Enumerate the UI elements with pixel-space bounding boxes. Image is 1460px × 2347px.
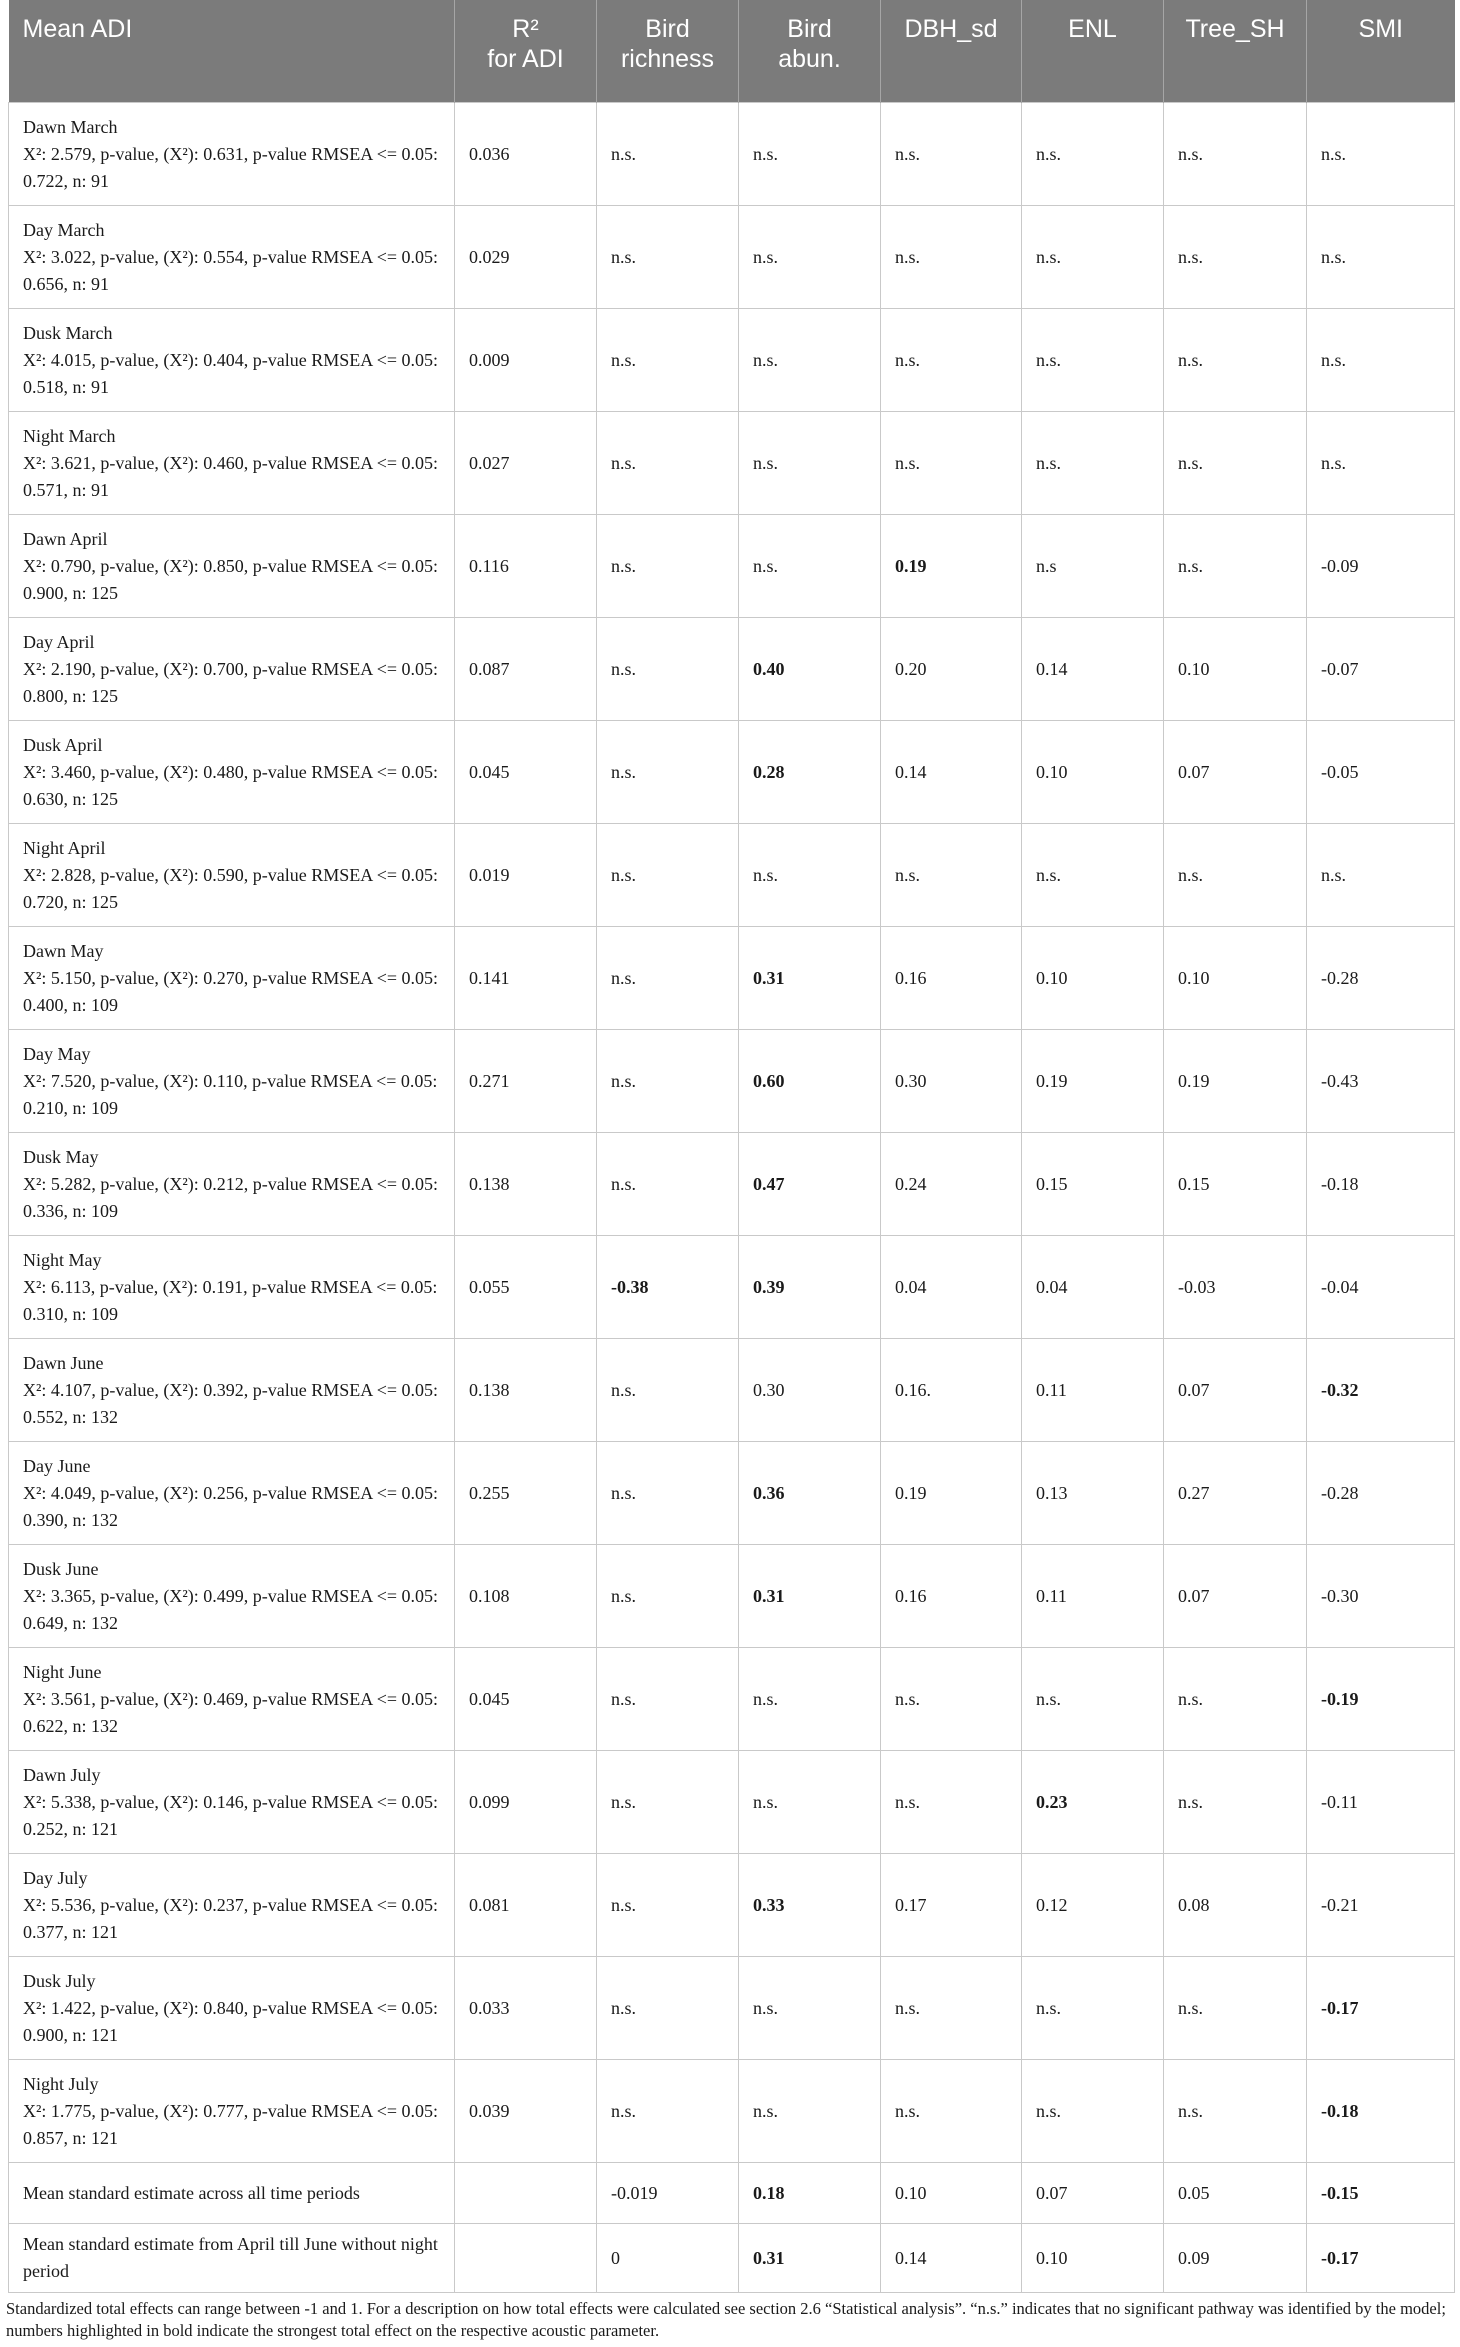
header-r2-line2: for ADI	[487, 45, 564, 73]
r2-cell: 0.081	[455, 1854, 597, 1957]
effect-cell	[739, 1854, 881, 1957]
table-row	[9, 2060, 1455, 2163]
effect-cell: n.s.	[597, 824, 739, 927]
effect-cell: n.s.	[881, 1751, 1022, 1854]
table-row	[9, 1236, 1455, 1339]
effect-cell: -0.03	[1164, 1236, 1307, 1339]
time-period-label: Night June	[23, 1661, 102, 1682]
summary-label: Mean standard estimate from April till June without night period	[9, 2224, 455, 2293]
model-fit-stats: X²: 3.460, p-value, (X²): 0.480, p-value RMSEA <= 0.05: 0.630, n: 125	[23, 761, 439, 809]
effect-cell: 0.07	[1164, 1339, 1307, 1442]
effect-cell: 0.12	[1022, 1854, 1164, 1957]
effect-cell: -0.07	[1307, 618, 1455, 721]
r2-cell: 0.045	[455, 1648, 597, 1751]
model-fit-stats: X²: 0.790, p-value, (X²): 0.850, p-value RMSEA <= 0.05: 0.900, n: 125	[23, 555, 439, 603]
effect-cell: n.s	[1022, 515, 1164, 618]
r2-cell: 0.009	[455, 309, 597, 412]
effect-cell: n.s.	[881, 103, 1022, 206]
table-row	[9, 927, 1455, 1030]
time-period-label: Day May	[23, 1043, 91, 1064]
time-period-label: Dusk July	[23, 1970, 96, 1991]
effect-cell: 0.07	[1022, 2163, 1164, 2224]
effect-cell: 0.16	[881, 927, 1022, 1030]
row-label-cell	[9, 1236, 455, 1339]
effect-cell: 0.05	[1164, 2163, 1307, 2224]
model-fit-stats: X²: 5.536, p-value, (X²): 0.237, p-value RMSEA <= 0.05: 0.377, n: 121	[23, 1894, 439, 1942]
effect-cell	[739, 1133, 881, 1236]
row-label-cell	[9, 1133, 455, 1236]
r2-cell: 0.039	[455, 2060, 597, 2163]
effect-cell	[739, 618, 881, 721]
header-row	[9, 0, 1455, 103]
table-header	[9, 0, 1455, 103]
row-label-cell	[9, 927, 455, 1030]
time-period-label: Dawn July	[23, 1764, 101, 1785]
time-period-label: Night April	[23, 837, 106, 858]
row-label-cell	[9, 1957, 455, 2060]
r2-cell: 0.029	[455, 206, 597, 309]
effect-cell	[739, 721, 881, 824]
effect-cell: n.s.	[881, 1957, 1022, 2060]
bold-value: 0.33	[753, 1894, 785, 1915]
effect-cell: n.s.	[597, 2060, 739, 2163]
model-fit-stats: X²: 5.282, p-value, (X²): 0.212, p-value RMSEA <= 0.05: 0.336, n: 109	[23, 1173, 439, 1221]
r2-cell: 0.036	[455, 103, 597, 206]
header-r2	[455, 0, 597, 103]
row-label-cell	[9, 412, 455, 515]
header-bird-abun-line1: Bird	[787, 15, 832, 43]
effect-cell: n.s.	[1164, 103, 1307, 206]
effect-cell: n.s.	[597, 309, 739, 412]
header-smi: SMI	[1307, 0, 1455, 103]
model-fit-stats: X²: 2.828, p-value, (X²): 0.590, p-value RMSEA <= 0.05: 0.720, n: 125	[23, 864, 439, 912]
effect-cell	[739, 927, 881, 1030]
effect-cell: -0.28	[1307, 927, 1455, 1030]
r2-cell: 0.108	[455, 1545, 597, 1648]
effect-cell: n.s.	[1164, 206, 1307, 309]
effect-cell: n.s.	[597, 103, 739, 206]
effect-cell: -0.05	[1307, 721, 1455, 824]
effect-cell: -0.18	[1307, 1133, 1455, 1236]
effect-cell: -0.09	[1307, 515, 1455, 618]
model-fit-stats: X²: 2.579, p-value, (X²): 0.631, p-value RMSEA <= 0.05: 0.722, n: 91	[23, 143, 439, 191]
row-label-cell	[9, 515, 455, 618]
row-label-cell	[9, 206, 455, 309]
model-fit-stats: X²: 2.190, p-value, (X²): 0.700, p-value RMSEA <= 0.05: 0.800, n: 125	[23, 658, 439, 706]
effect-cell: -0.04	[1307, 1236, 1455, 1339]
header-mean-adi: Mean ADI	[9, 0, 455, 103]
r2-cell: 0.138	[455, 1339, 597, 1442]
r2-cell: 0.099	[455, 1751, 597, 1854]
effect-cell	[739, 1030, 881, 1133]
effect-cell: -0.019	[597, 2163, 739, 2224]
bold-value: 0.31	[753, 1585, 785, 1606]
bold-value: 0.28	[753, 761, 785, 782]
effect-cell: n.s.	[1022, 103, 1164, 206]
bold-value: 0.36	[753, 1482, 785, 1503]
effect-cell: 0.19	[881, 1442, 1022, 1545]
effect-cell: n.s.	[1164, 412, 1307, 515]
r2-cell: 0.033	[455, 1957, 597, 2060]
effect-cell: n.s.	[597, 1545, 739, 1648]
model-fit-stats: X²: 3.621, p-value, (X²): 0.460, p-value RMSEA <= 0.05: 0.571, n: 91	[23, 452, 439, 500]
effect-cell: n.s.	[1164, 2060, 1307, 2163]
table-row	[9, 1545, 1455, 1648]
effect-cell: n.s.	[881, 1648, 1022, 1751]
bold-value: -0.15	[1321, 2182, 1359, 2203]
effect-cell: n.s.	[597, 1957, 739, 2060]
table-row	[9, 206, 1455, 309]
effect-cell	[1307, 1339, 1455, 1442]
model-fit-stats: X²: 4.049, p-value, (X²): 0.256, p-value RMSEA <= 0.05: 0.390, n: 132	[23, 1482, 439, 1530]
effect-cell: n.s.	[1022, 2060, 1164, 2163]
table-footnote: Standardized total effects can range between -1 and 1. For a description on how total effects were calculated see section 2.6 “Statistical analysis”. “n.s.” indicates that no significant pathway was identified by the model; numbers highlighted in bold indicate the strongest total effect on the respective acoustic parameter.	[6, 2299, 1446, 2340]
effect-cell: n.s.	[739, 103, 881, 206]
effect-cell	[739, 1442, 881, 1545]
effect-cell	[739, 1236, 881, 1339]
effect-cell: 0.16.	[881, 1339, 1022, 1442]
effect-cell: -0.11	[1307, 1751, 1455, 1854]
table-row	[9, 1339, 1455, 1442]
model-fit-stats: X²: 5.150, p-value, (X²): 0.270, p-value RMSEA <= 0.05: 0.400, n: 109	[23, 967, 439, 1015]
header-bird-richness-line2: richness	[620, 45, 715, 73]
effect-cell: n.s.	[739, 206, 881, 309]
bold-value: 0.60	[753, 1070, 785, 1091]
effect-cell: n.s.	[739, 1957, 881, 2060]
effect-cell: n.s.	[881, 824, 1022, 927]
table-body	[9, 103, 1455, 2293]
header-bird-richness-line1: Bird	[645, 15, 690, 43]
r2-cell: 0.271	[455, 1030, 597, 1133]
effect-cell: n.s.	[881, 2060, 1022, 2163]
model-fit-stats: X²: 7.520, p-value, (X²): 0.110, p-value RMSEA <= 0.05: 0.210, n: 109	[23, 1070, 438, 1118]
table-row	[9, 618, 1455, 721]
summary-label: Mean standard estimate across all time periods	[9, 2163, 455, 2224]
effect-cell	[1022, 1751, 1164, 1854]
table-row	[9, 1133, 1455, 1236]
r2-cell: 0.055	[455, 1236, 597, 1339]
bold-value: 0.31	[753, 967, 785, 988]
effect-cell	[1307, 1648, 1455, 1751]
effect-cell: 0.07	[1164, 721, 1307, 824]
effect-cell: 0.24	[881, 1133, 1022, 1236]
effect-cell: n.s.	[1164, 1648, 1307, 1751]
effect-cell: n.s.	[597, 927, 739, 1030]
time-period-label: Dusk April	[23, 734, 103, 755]
effect-cell: n.s.	[1164, 1751, 1307, 1854]
r2-cell	[455, 2224, 597, 2293]
effect-cell: 0.16	[881, 1545, 1022, 1648]
effect-cell: 0.14	[881, 2224, 1022, 2293]
effect-cell: n.s.	[1307, 206, 1455, 309]
effect-cell: n.s.	[1307, 824, 1455, 927]
bold-value: -0.18	[1321, 2100, 1359, 2121]
effect-cell: 0.11	[1022, 1545, 1164, 1648]
effect-cell: n.s.	[597, 1751, 739, 1854]
bold-value: 0.19	[895, 555, 927, 576]
time-period-label: Dawn March	[23, 116, 118, 137]
effect-cell: -0.21	[1307, 1854, 1455, 1957]
effect-cell: 0.10	[1022, 2224, 1164, 2293]
effect-cell: n.s.	[597, 1648, 739, 1751]
time-period-label: Dawn April	[23, 528, 108, 549]
model-fit-stats: X²: 5.338, p-value, (X²): 0.146, p-value RMSEA <= 0.05: 0.252, n: 121	[23, 1791, 439, 1839]
bold-value: 0.31	[753, 2247, 785, 2268]
r2-cell: 0.141	[455, 927, 597, 1030]
effect-cell: -0.30	[1307, 1545, 1455, 1648]
effect-cell: n.s.	[881, 412, 1022, 515]
table-row	[9, 721, 1455, 824]
effect-cell: n.s.	[597, 1030, 739, 1133]
effect-cell: n.s.	[1022, 1648, 1164, 1751]
header-dbh-sd: DBH_sd	[881, 0, 1022, 103]
effect-cell: n.s.	[881, 309, 1022, 412]
effect-cell: 0.30	[739, 1339, 881, 1442]
bold-value: 0.47	[753, 1173, 785, 1194]
effect-cell: n.s.	[1022, 1957, 1164, 2060]
effect-cell: n.s.	[1164, 824, 1307, 927]
table-row	[9, 309, 1455, 412]
bold-value: 0.23	[1036, 1791, 1068, 1812]
row-label-cell	[9, 1339, 455, 1442]
table-row	[9, 103, 1455, 206]
r2-cell: 0.045	[455, 721, 597, 824]
effect-cell	[597, 1236, 739, 1339]
effect-cell: 0.10	[1164, 618, 1307, 721]
model-fit-stats: X²: 3.022, p-value, (X²): 0.554, p-value RMSEA <= 0.05: 0.656, n: 91	[23, 246, 439, 294]
effect-cell: n.s.	[597, 515, 739, 618]
r2-cell: 0.116	[455, 515, 597, 618]
effect-cell: n.s.	[597, 206, 739, 309]
table-row	[9, 1957, 1455, 2060]
effect-cell	[739, 2224, 881, 2293]
time-period-label: Dusk June	[23, 1558, 99, 1579]
effect-cell: n.s.	[1022, 309, 1164, 412]
effect-cell: n.s.	[739, 2060, 881, 2163]
row-label-cell	[9, 1751, 455, 1854]
header-bird-richness	[597, 0, 739, 103]
effect-cell	[739, 2163, 881, 2224]
row-label-cell	[9, 1854, 455, 1957]
bold-value: 0.40	[753, 658, 785, 679]
time-period-label: Night March	[23, 425, 116, 446]
effect-cell: 0.07	[1164, 1545, 1307, 1648]
effect-cell: 0.10	[881, 2163, 1022, 2224]
bold-value: 0.39	[753, 1276, 785, 1297]
row-label-cell	[9, 103, 455, 206]
time-period-label: Day July	[23, 1867, 88, 1888]
time-period-label: Day June	[23, 1455, 91, 1476]
row-label-cell	[9, 721, 455, 824]
effect-cell: n.s.	[1164, 1957, 1307, 2060]
header-bird-abun-line2: abun.	[778, 45, 841, 73]
time-period-label: Night May	[23, 1249, 102, 1270]
effect-cell: 0.11	[1022, 1339, 1164, 1442]
r2-cell	[455, 2163, 597, 2224]
effect-cell: 0.30	[881, 1030, 1022, 1133]
table-row	[9, 1751, 1455, 1854]
effect-cell	[1307, 1957, 1455, 2060]
effect-cell: n.s.	[1022, 412, 1164, 515]
row-label-cell	[9, 1648, 455, 1751]
row-label-cell	[9, 1442, 455, 1545]
effect-cell: 0.10	[1164, 927, 1307, 1030]
row-label-cell	[9, 618, 455, 721]
effect-cell: 0.15	[1022, 1133, 1164, 1236]
time-period-label: Day March	[23, 219, 105, 240]
time-period-label: Dusk May	[23, 1146, 99, 1167]
header-r2-line1: R²	[512, 15, 539, 43]
effect-cell: n.s.	[597, 721, 739, 824]
row-label-cell	[9, 2060, 455, 2163]
model-fit-stats: X²: 4.107, p-value, (X²): 0.392, p-value RMSEA <= 0.05: 0.552, n: 132	[23, 1379, 439, 1427]
model-fit-stats: X²: 3.561, p-value, (X²): 0.469, p-value RMSEA <= 0.05: 0.622, n: 132	[23, 1688, 439, 1736]
effect-cell: n.s.	[881, 206, 1022, 309]
bold-value: -0.17	[1321, 2247, 1359, 2268]
effect-cell: 0.17	[881, 1854, 1022, 1957]
time-period-label: Day April	[23, 631, 95, 652]
effect-cell: 0.04	[881, 1236, 1022, 1339]
effect-cell: 0	[597, 2224, 739, 2293]
table-row	[9, 1442, 1455, 1545]
effect-cell	[881, 515, 1022, 618]
model-fit-stats: X²: 1.422, p-value, (X²): 0.840, p-value RMSEA <= 0.05: 0.900, n: 121	[23, 1997, 439, 2045]
effect-cell: n.s.	[739, 1751, 881, 1854]
effect-cell: -0.28	[1307, 1442, 1455, 1545]
effect-cell: n.s.	[597, 1854, 739, 1957]
effect-cell: n.s.	[1164, 309, 1307, 412]
effect-cell: n.s.	[597, 412, 739, 515]
effect-cell	[1307, 2163, 1455, 2224]
effect-cell	[739, 1545, 881, 1648]
time-period-label: Dusk March	[23, 322, 113, 343]
bold-value: -0.19	[1321, 1688, 1359, 1709]
table-row	[9, 1854, 1455, 1957]
bold-value: -0.17	[1321, 1997, 1359, 2018]
row-label-cell	[9, 309, 455, 412]
effect-cell: 0.15	[1164, 1133, 1307, 1236]
effect-cell: n.s.	[739, 412, 881, 515]
header-bird-abun	[739, 0, 881, 103]
effect-cell: 0.04	[1022, 1236, 1164, 1339]
effect-cell: n.s.	[739, 1648, 881, 1751]
model-fit-stats: X²: 4.015, p-value, (X²): 0.404, p-value RMSEA <= 0.05: 0.518, n: 91	[23, 349, 439, 397]
effect-cell: n.s.	[1022, 206, 1164, 309]
table-row	[9, 1648, 1455, 1751]
summary-row	[9, 2224, 1455, 2293]
effect-cell: n.s.	[1307, 309, 1455, 412]
r2-cell: 0.027	[455, 412, 597, 515]
bold-value: -0.38	[611, 1276, 649, 1297]
effect-cell: n.s.	[1164, 515, 1307, 618]
table-row	[9, 824, 1455, 927]
r2-cell: 0.019	[455, 824, 597, 927]
effect-cell: n.s.	[739, 309, 881, 412]
time-period-label: Night July	[23, 2073, 99, 2094]
header-tree-sh: Tree_SH	[1164, 0, 1307, 103]
effect-cell: n.s.	[597, 618, 739, 721]
effect-cell: 0.09	[1164, 2224, 1307, 2293]
r2-cell: 0.255	[455, 1442, 597, 1545]
table-row	[9, 515, 1455, 618]
effect-cell: -0.43	[1307, 1030, 1455, 1133]
time-period-label: Dawn June	[23, 1352, 104, 1373]
effect-cell: 0.20	[881, 618, 1022, 721]
model-fit-stats: X²: 1.775, p-value, (X²): 0.777, p-value RMSEA <= 0.05: 0.857, n: 121	[23, 2100, 439, 2148]
row-label-cell	[9, 1545, 455, 1648]
bold-value: 0.18	[753, 2182, 785, 2203]
effect-cell: n.s.	[597, 1442, 739, 1545]
effect-cell	[1307, 2060, 1455, 2163]
results-table	[8, 0, 1455, 2293]
effect-cell: n.s.	[739, 515, 881, 618]
effect-cell: n.s.	[597, 1133, 739, 1236]
table-row	[9, 1030, 1455, 1133]
effect-cell: 0.19	[1022, 1030, 1164, 1133]
time-period-label: Dawn May	[23, 940, 104, 961]
bold-value: -0.32	[1321, 1379, 1359, 1400]
model-fit-stats: X²: 6.113, p-value, (X²): 0.191, p-value RMSEA <= 0.05: 0.310, n: 109	[23, 1276, 438, 1324]
summary-row	[9, 2163, 1455, 2224]
table-container	[8, 0, 1454, 2293]
r2-cell: 0.087	[455, 618, 597, 721]
effect-cell: 0.14	[881, 721, 1022, 824]
effect-cell: 0.08	[1164, 1854, 1307, 1957]
effect-cell: n.s.	[597, 1339, 739, 1442]
row-label-cell	[9, 1030, 455, 1133]
table-row	[9, 412, 1455, 515]
effect-cell	[1307, 2224, 1455, 2293]
effect-cell: 0.14	[1022, 618, 1164, 721]
effect-cell: 0.10	[1022, 927, 1164, 1030]
row-label-cell	[9, 824, 455, 927]
effect-cell: n.s.	[1022, 824, 1164, 927]
effect-cell: n.s.	[1307, 103, 1455, 206]
effect-cell: 0.27	[1164, 1442, 1307, 1545]
effect-cell: n.s.	[1307, 412, 1455, 515]
effect-cell: 0.19	[1164, 1030, 1307, 1133]
effect-cell: 0.10	[1022, 721, 1164, 824]
header-enl: ENL	[1022, 0, 1164, 103]
r2-cell: 0.138	[455, 1133, 597, 1236]
model-fit-stats: X²: 3.365, p-value, (X²): 0.499, p-value RMSEA <= 0.05: 0.649, n: 132	[23, 1585, 439, 1633]
effect-cell: 0.13	[1022, 1442, 1164, 1545]
effect-cell: n.s.	[739, 824, 881, 927]
